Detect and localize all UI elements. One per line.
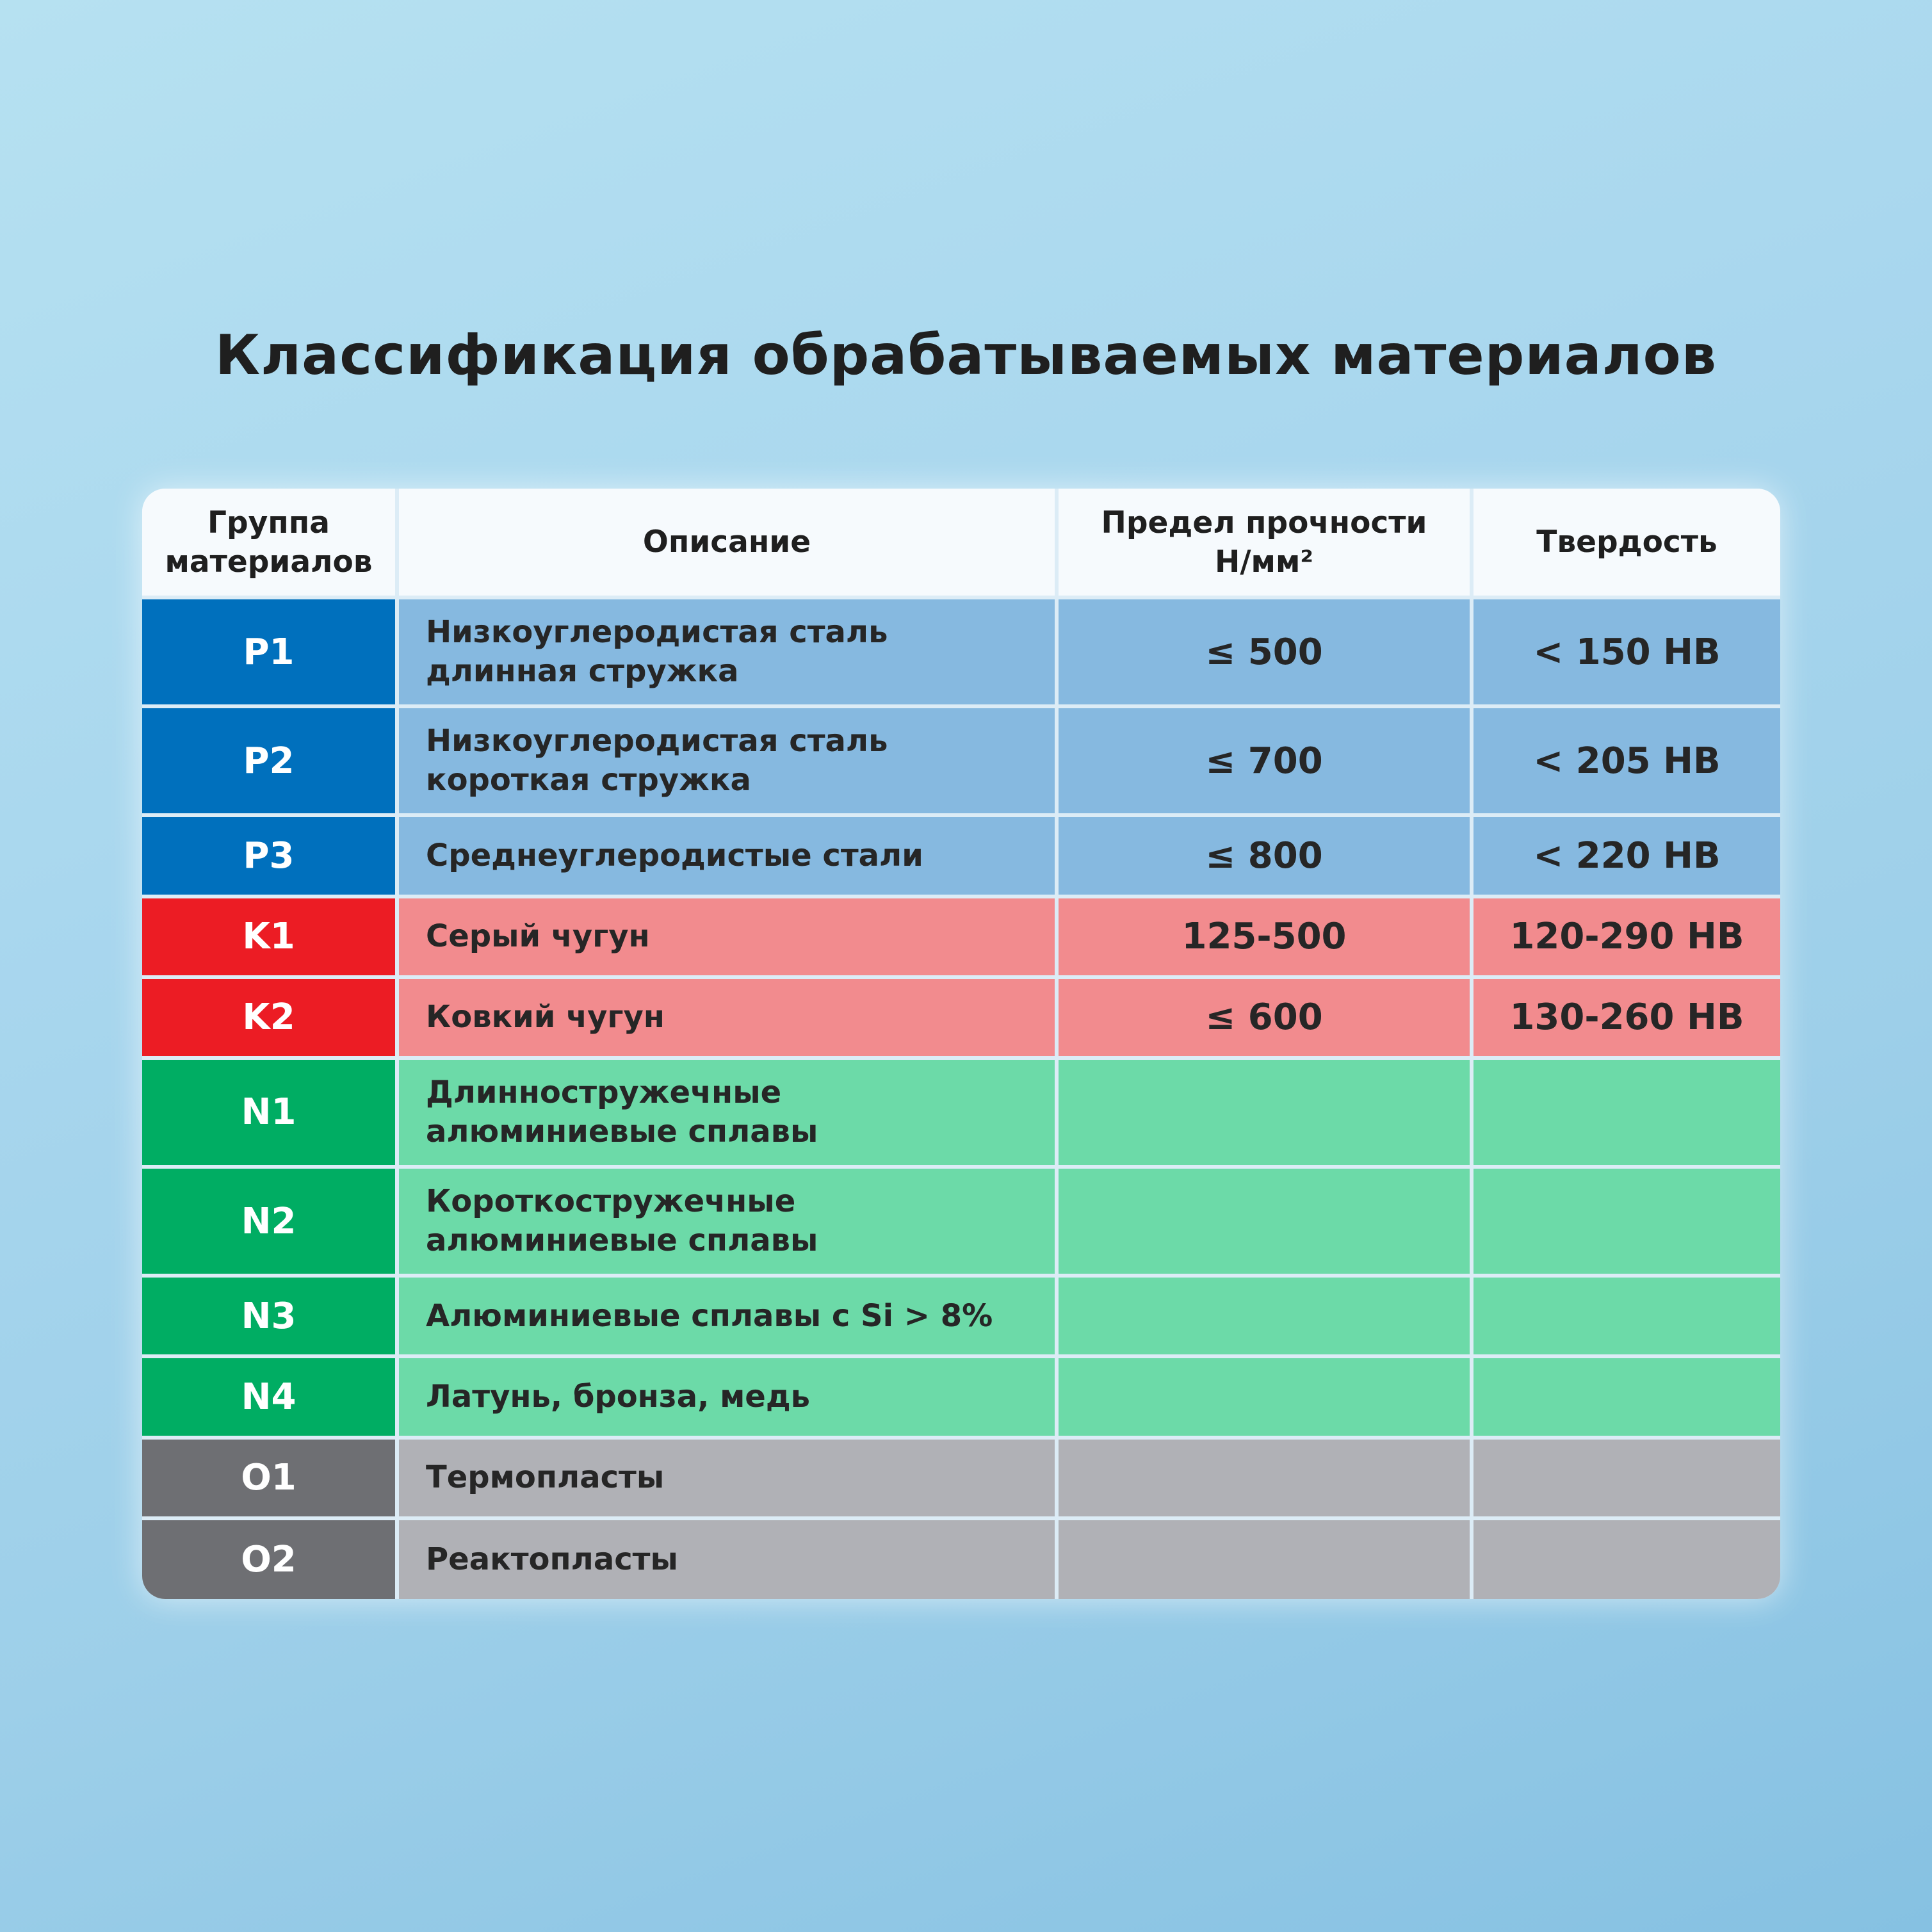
hardness-cell: [1472, 1356, 1780, 1437]
strength-cell: ≤ 700: [1057, 706, 1472, 815]
strength-cell: ≤ 800: [1057, 815, 1472, 896]
hardness-cell: < 205 HB: [1472, 706, 1780, 815]
description-line: Серый чугун: [426, 918, 650, 955]
table-row: [142, 897, 1780, 977]
description-cell: [397, 597, 1057, 706]
table-row: [142, 1518, 1780, 1599]
hardness-cell: 120-290 HB: [1472, 897, 1780, 977]
group-cell: K1: [142, 897, 397, 977]
description-line: Ковкий чугун: [426, 999, 665, 1035]
table-row: [142, 597, 1780, 706]
header-strength-line-2: Н/мм²: [1215, 544, 1313, 580]
table-row: [142, 1356, 1780, 1437]
strength-cell: [1057, 1167, 1472, 1276]
description-cell: [397, 977, 1057, 1058]
description-line: Латунь, бронза, медь: [426, 1379, 810, 1415]
description-line: Длинностружечные: [426, 1074, 782, 1110]
description-cell: [397, 897, 1057, 977]
description-cell: [397, 1356, 1057, 1437]
description-cell: [397, 815, 1057, 896]
description-cell: [397, 1518, 1057, 1599]
materials-table: [142, 489, 1780, 1599]
header-group: [142, 489, 397, 597]
strength-cell: [1057, 1356, 1472, 1437]
description-cell: [397, 706, 1057, 815]
strength-cell: [1057, 1518, 1472, 1599]
description-line: Термопласты: [426, 1459, 665, 1496]
strength-cell: [1057, 1438, 1472, 1518]
description-line: Низкоуглеродистая сталь: [426, 723, 888, 759]
group-cell: N1: [142, 1058, 397, 1167]
table-row: [142, 1438, 1780, 1518]
description-line: Низкоуглеродистая сталь: [426, 614, 888, 651]
description-line: Реактопласты: [426, 1541, 678, 1577]
group-cell: N3: [142, 1276, 397, 1356]
group-cell: P1: [142, 597, 397, 706]
table-row: [142, 815, 1780, 896]
strength-cell: [1057, 1058, 1472, 1167]
group-cell: N4: [142, 1356, 397, 1437]
description-cell: [397, 1438, 1057, 1518]
group-cell: K2: [142, 977, 397, 1058]
group-cell: O1: [142, 1438, 397, 1518]
page-title: Классификация обрабатываемых материалов: [215, 323, 1717, 387]
header-description: Описание: [397, 489, 1057, 597]
group-cell: N2: [142, 1167, 397, 1276]
description-cell: [397, 1276, 1057, 1356]
strength-cell: ≤ 600: [1057, 977, 1472, 1058]
strength-cell: ≤ 500: [1057, 597, 1472, 706]
group-cell: P2: [142, 706, 397, 815]
strength-cell: [1057, 1276, 1472, 1356]
description-line: Короткостружечные: [426, 1183, 796, 1220]
description-line: Алюминиевые сплавы с Si > 8%: [426, 1297, 993, 1334]
description-line: короткая стружка: [426, 762, 751, 799]
description-cell: [397, 1058, 1057, 1167]
table-header-row: [142, 489, 1780, 597]
hardness-cell: [1472, 1058, 1780, 1167]
description-line: алюминиевые сплавы: [426, 1113, 818, 1149]
table-row: [142, 706, 1780, 815]
strength-cell: 125-500: [1057, 897, 1472, 977]
header-hardness: Твердость: [1472, 489, 1780, 597]
table-row: [142, 1167, 1780, 1276]
table-row: [142, 1058, 1780, 1167]
description-line: алюминиевые сплавы: [426, 1222, 818, 1259]
hardness-cell: < 150 HB: [1472, 597, 1780, 706]
table-row: [142, 977, 1780, 1058]
hardness-cell: 130-260 HB: [1472, 977, 1780, 1058]
description-line: Среднеуглеродистые стали: [426, 837, 923, 873]
header-strength-line-1: Предел прочности: [1101, 505, 1427, 540]
hardness-cell: < 220 HB: [1472, 815, 1780, 896]
header-strength: [1057, 489, 1472, 597]
header-group-line-1: Группа: [207, 505, 330, 540]
hardness-cell: [1472, 1438, 1780, 1518]
group-cell: O2: [142, 1518, 397, 1599]
hardness-cell: [1472, 1518, 1780, 1599]
header-group-line-2: материалов: [165, 544, 373, 580]
description-cell: [397, 1167, 1057, 1276]
group-cell: P3: [142, 815, 397, 896]
hardness-cell: [1472, 1276, 1780, 1356]
table-row: [142, 1276, 1780, 1356]
hardness-cell: [1472, 1167, 1780, 1276]
description-line: длинная стружка: [426, 653, 739, 690]
